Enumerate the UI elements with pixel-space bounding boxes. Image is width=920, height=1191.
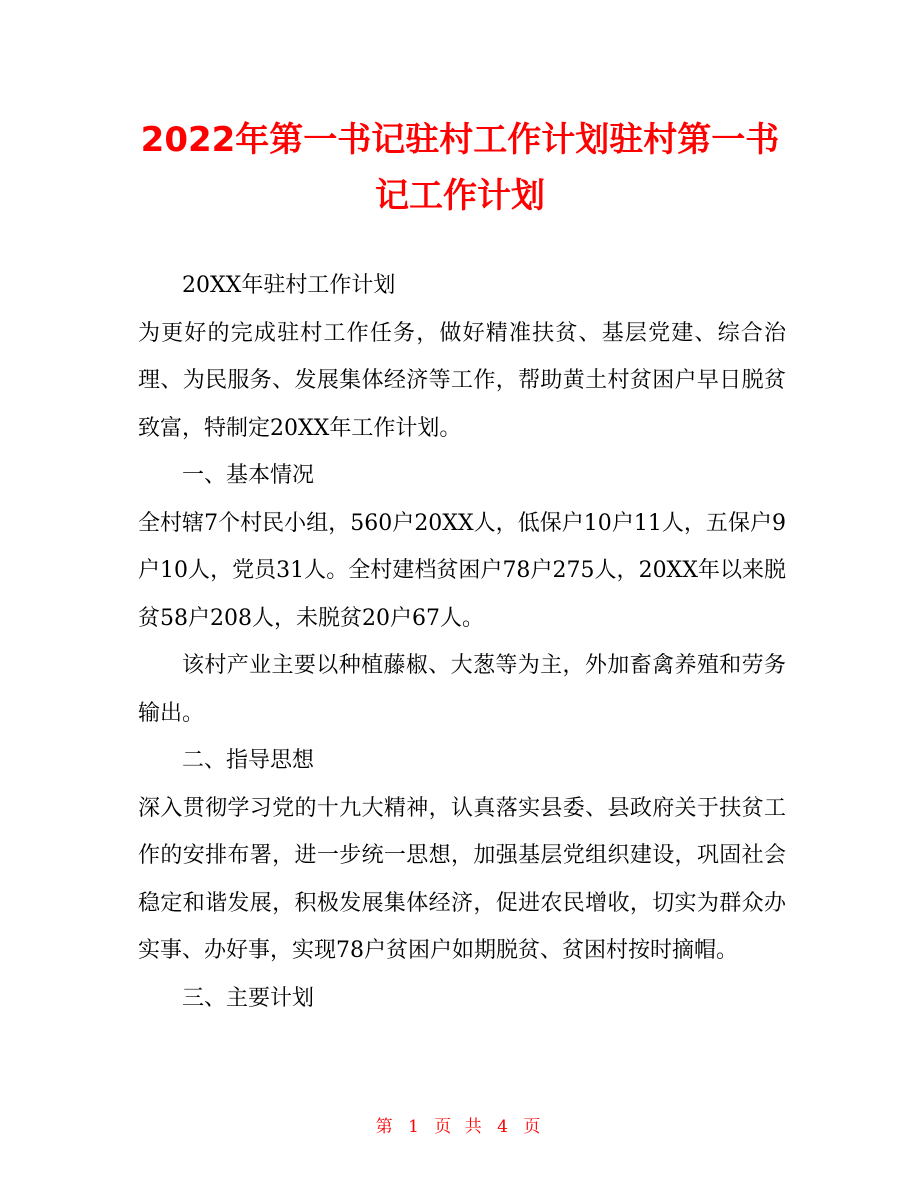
section-heading-guiding-ideology: 二、指导思想 [182,748,315,773]
paragraph-industry: 该村产业主要以种植藤椒、大葱等为主，外加畜禽养殖和劳务输出。 [138,653,786,726]
page-number-footer [0,1112,920,1137]
paragraph-guiding-ideology: 深入贯彻学习党的十九大精神，认真落实县委、县政府关于扶贫工作的安排布署，进一步统一思想，加强基层党组织建设，巩固社会稳定和谐发展，积极发展集体经济，促进农民增收，切实为群众办实事、办好事，实现78户贫困户如期脱贫、贫困村按时摘帽。 [138,795,786,963]
paragraph-intro: 为更好的完成驻村工作任务，做好精准扶贫、基层党建、综合治理、为民服务、发展集体经济等工作，帮助黄土村贫困户早日脱贫致富，特制定20XX年工作计划。 [138,320,786,441]
footer-suffix: 页 [523,1117,545,1137]
footer-mid: 页 共 [434,1117,486,1137]
section-heading-main-plan: 三、主要计划 [182,985,315,1011]
paragraph-plan-heading: 20XX年驻村工作计划 [182,273,396,298]
paragraph-village-stats: 全村辖7个村民小组，560户20XX人，低保户10户11人，五保户9户10人，党员31人。全村建档贫困户78户275人，20XX年以来脱贫58户208人，未脱贫20户67人。 [138,510,786,631]
footer-total-pages: 4 [497,1117,512,1137]
footer-current-page: 1 [408,1117,423,1137]
footer-prefix: 第 [375,1117,397,1137]
document-title: 2022年第一书记驻村工作计划驻村第一书记工作计划 [140,120,780,216]
section-heading-basic-situation: 一、基本情况 [182,463,315,488]
document-body [138,262,786,1022]
